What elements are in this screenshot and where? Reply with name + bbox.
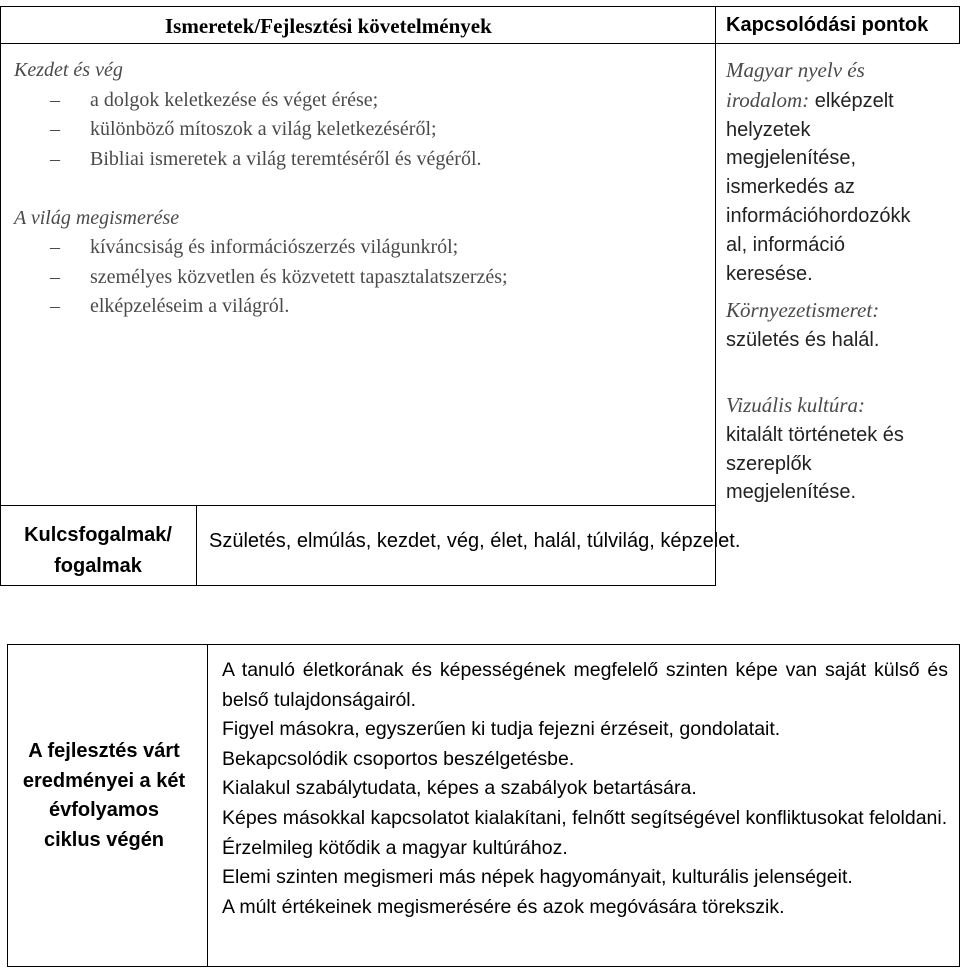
list-item: – a dolgok keletkezése és véget érése; (14, 86, 694, 116)
table1-column-divider (715, 6, 716, 586)
list-item: – kíváncsiság és információszerzés világunkról; (14, 233, 694, 263)
connection-subject: Magyar nyelv és irodalom: (726, 58, 865, 112)
results-text (222, 656, 948, 922)
results-label-line: eredményei a két (22, 769, 186, 792)
table1-bottom-border (0, 585, 716, 586)
connection-block (726, 391, 950, 507)
connection-block (726, 56, 950, 288)
connection-block (726, 296, 950, 355)
connection-text: al, információ (726, 233, 845, 256)
result-paragraph: Kialakul szabálytudata, képes a szabályok betartására. (222, 777, 697, 800)
connection-text: megjelenítése. (726, 481, 857, 504)
results-label (8, 737, 200, 855)
connection-subject: Környezetismeret: (726, 298, 880, 323)
table1-top-border (0, 6, 960, 7)
table1-left-border (0, 6, 1, 586)
result-paragraph: Képes másokkal kapcsolatot kialakítani, felnőtt segítségével konfliktusokat feloldani. (222, 806, 948, 829)
keywords-label-divider (196, 505, 197, 586)
connection-text: információhordozókk (726, 204, 911, 227)
table2-column-divider (207, 644, 208, 967)
result-paragraph: A múlt értékeinek megismerésére és azok megóvására törekszik. (222, 895, 785, 918)
connection-text: ismerkedés az (726, 176, 855, 199)
connection-text: kitalált történetek és (726, 423, 904, 446)
result-paragraph: Figyel másokra, egyszerűen ki tudja fejezni érzéseit, gondolatait. (222, 718, 781, 741)
list-item: – személyes közvetlen és közvetett tapasztalatszerzés; (14, 263, 694, 293)
table2-top-border (7, 644, 960, 645)
results-label-line: évfolyamos (48, 799, 160, 821)
keywords-text: Születés, elmúlás, kezdet, vég, élet, halál, túlvilág, képzelet. (209, 530, 741, 552)
result-paragraph: Érzelmileg kötődik a magyar kultúrához. (222, 836, 568, 859)
keywords-label (0, 520, 196, 582)
section-title: Kezdet és vég (14, 59, 123, 81)
header-requirements: Ismeretek/Fejlesztési követelmények (165, 14, 492, 38)
results-label-line: A fejlesztés várt (28, 740, 180, 762)
connection-text: keresése. (726, 262, 813, 285)
result-paragraph: Bekapcsolódik csoportos beszélgetésbe. (222, 747, 575, 770)
list-item: – Bibliai ismeretek a világ teremtéséről és végéről. (14, 145, 694, 175)
keywords-label-line: Kulcsfogalmak/ (24, 524, 172, 546)
connection-text: elképzelt (814, 89, 894, 112)
connection-text: megjelenítése, (726, 147, 857, 170)
section-title: A világ megismerése (14, 206, 180, 229)
header-connections: Kapcsolódási pontok (726, 14, 929, 36)
table2-bottom-border (7, 966, 960, 967)
connections-content (726, 56, 950, 507)
requirements-content (14, 56, 694, 322)
connection-text: születés és halál. (726, 329, 880, 352)
table1-keywords-divider (0, 505, 716, 506)
list-item: – különböző mítoszok a világ keletkezéséről; (14, 115, 694, 145)
keywords-label-line: fogalmak (54, 555, 142, 577)
connection-text: helyzetek (726, 118, 811, 141)
result-paragraph: Elemi szinten megismeri más népek hagyományait, kulturális jelenségeit. (222, 866, 853, 889)
result-paragraph: A tanuló életkorának és képességének megfelelő szinten képe van saját külső és belső tulajdonságairól. (222, 659, 948, 711)
results-label-line: ciklus végén (43, 828, 165, 851)
connection-subject: Vizuális kultúra: (726, 392, 866, 417)
table1-header-divider (0, 43, 960, 44)
connection-text: szereplők (726, 452, 812, 475)
list-item: – elképzeléseim a világról. (14, 292, 694, 322)
